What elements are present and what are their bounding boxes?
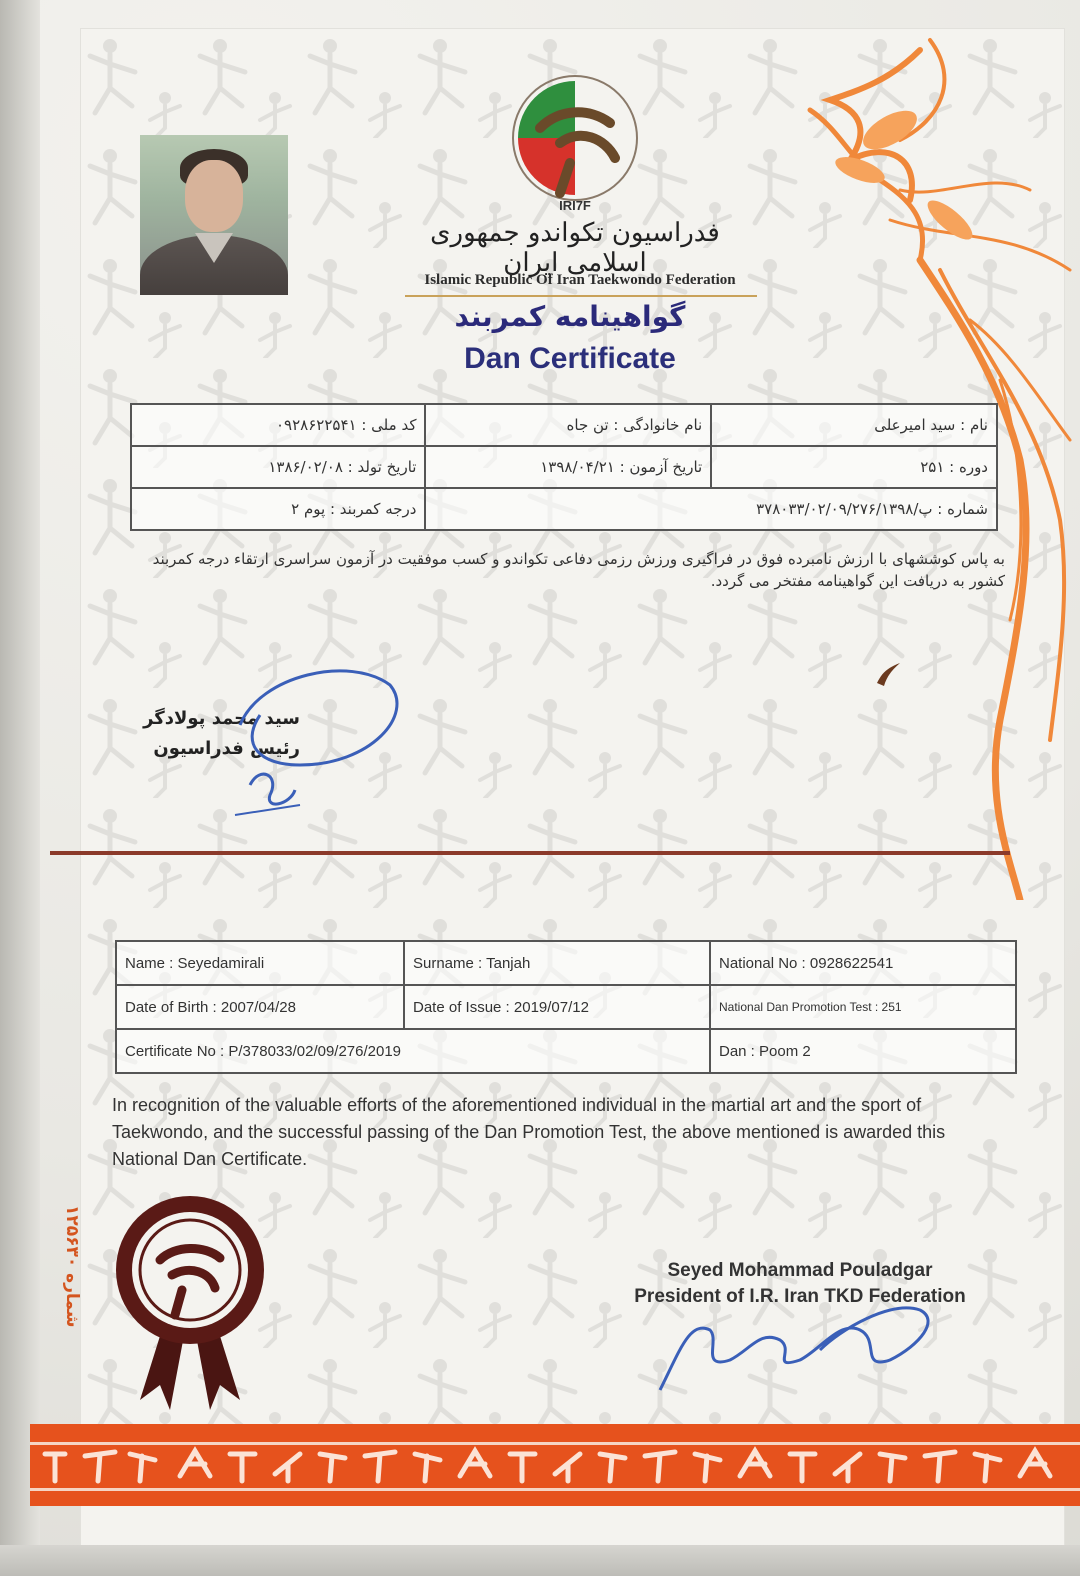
en-issue-cell: Date of Issue : 2019/07/12 — [404, 985, 710, 1029]
persian-paragraph: به پاس کوششهای با ارزش نامبرده فوق در فراگیری ورزش رزمی دفاعی تکواندو و کسب موفقیت در آزمون سراسری ارتقاء درجه کمربند کشور به دریافت این گواهینامه مفتخر می گردد. — [152, 550, 1005, 590]
band-figures — [30, 1446, 1080, 1486]
en-surname-cell: Surname : Tanjah — [404, 941, 710, 985]
table-row — [131, 446, 997, 488]
en-cert-no-cell: Certificate No : P/378033/02/09/276/2019 — [116, 1029, 710, 1073]
en-signer-name: Seyed Mohammad Pouladgar — [667, 1260, 933, 1281]
federation-seal — [110, 1190, 270, 1420]
student-photo — [140, 135, 288, 295]
header-underline — [405, 295, 757, 297]
federation-name-fa: فدراسیون تکواندو جمهوری اسلامی ایران — [430, 218, 720, 278]
fa-cert-no-cell: شماره : پ/۳۷۸۰۳۳/۰۲/۰۹/۲۷۶/۱۳۹۸ — [425, 488, 997, 530]
persian-info-table — [130, 403, 998, 531]
page-bottom-shadow — [0, 1545, 1080, 1576]
section-divider — [50, 851, 1010, 855]
en-promotion-test-cell: National Dan Promotion Test : 251 — [710, 985, 1016, 1029]
table-row — [131, 488, 997, 530]
en-national-no-cell: National No : 0928622541 — [710, 941, 1016, 985]
logo-text: IRI7F — [559, 198, 591, 213]
en-name-cell: Name : Seyedamirali — [116, 941, 404, 985]
federation-logo — [500, 68, 650, 218]
table-row — [116, 985, 1016, 1029]
en-birth-cell: Date of Birth : 2007/04/28 — [116, 985, 404, 1029]
ink-stain — [872, 658, 902, 688]
fa-surname-cell: نام خانوادگی : تن جاه — [425, 404, 711, 446]
fa-national-no-cell: کد ملی : ۰۹۲۸۶۲۲۵۴۱ — [131, 404, 425, 446]
title-en: Dan Certificate — [464, 342, 676, 375]
bottom-decorative-band — [30, 1424, 1080, 1506]
en-dan-cell: Dan : Poom 2 — [710, 1029, 1016, 1073]
fa-signer-name: سید محمد پولادگر — [143, 708, 300, 729]
federation-name-en: Islamic Republic Of Iran Taekwondo Federation — [424, 272, 736, 288]
fa-course-cell: دوره : ۲۵۱ — [711, 446, 997, 488]
signature-fa-ink — [220, 655, 410, 825]
fa-signer-role: رئیس فدراسیون — [153, 738, 300, 759]
fa-test-date-cell: تاریخ آزمون : ۱۳۹۸/۰۴/۲۱ — [425, 446, 711, 488]
title-fa: گواهینامه کمربند — [454, 300, 686, 333]
english-paragraph: In recognition of the valuable efforts of the aforementioned individual in the martial art and the sport of Taekwondo, and the successful passing of the Dan Promotion Test, the above mentioned is awarded this National Dan Certificate. — [112, 1095, 946, 1169]
table-row — [116, 1029, 1016, 1073]
table-row — [116, 941, 1016, 985]
serial-number: شماره ۱۲۵۶۳۰ — [62, 1205, 82, 1328]
binding-edge — [0, 0, 40, 1576]
english-info-table — [115, 940, 1017, 1074]
table-row — [131, 404, 997, 446]
fa-birth-date-cell: تاریخ تولد : ۱۳۸۶/۰۲/۰۸ — [131, 446, 425, 488]
fa-name-cell: نام : سید امیرعلی — [711, 404, 997, 446]
en-signer-role: President of I.R. Iran TKD Federation — [634, 1286, 966, 1307]
signature-en-ink — [650, 1290, 950, 1400]
fa-dan-cell: درجه کمربند : پوم ۲ — [131, 488, 425, 530]
